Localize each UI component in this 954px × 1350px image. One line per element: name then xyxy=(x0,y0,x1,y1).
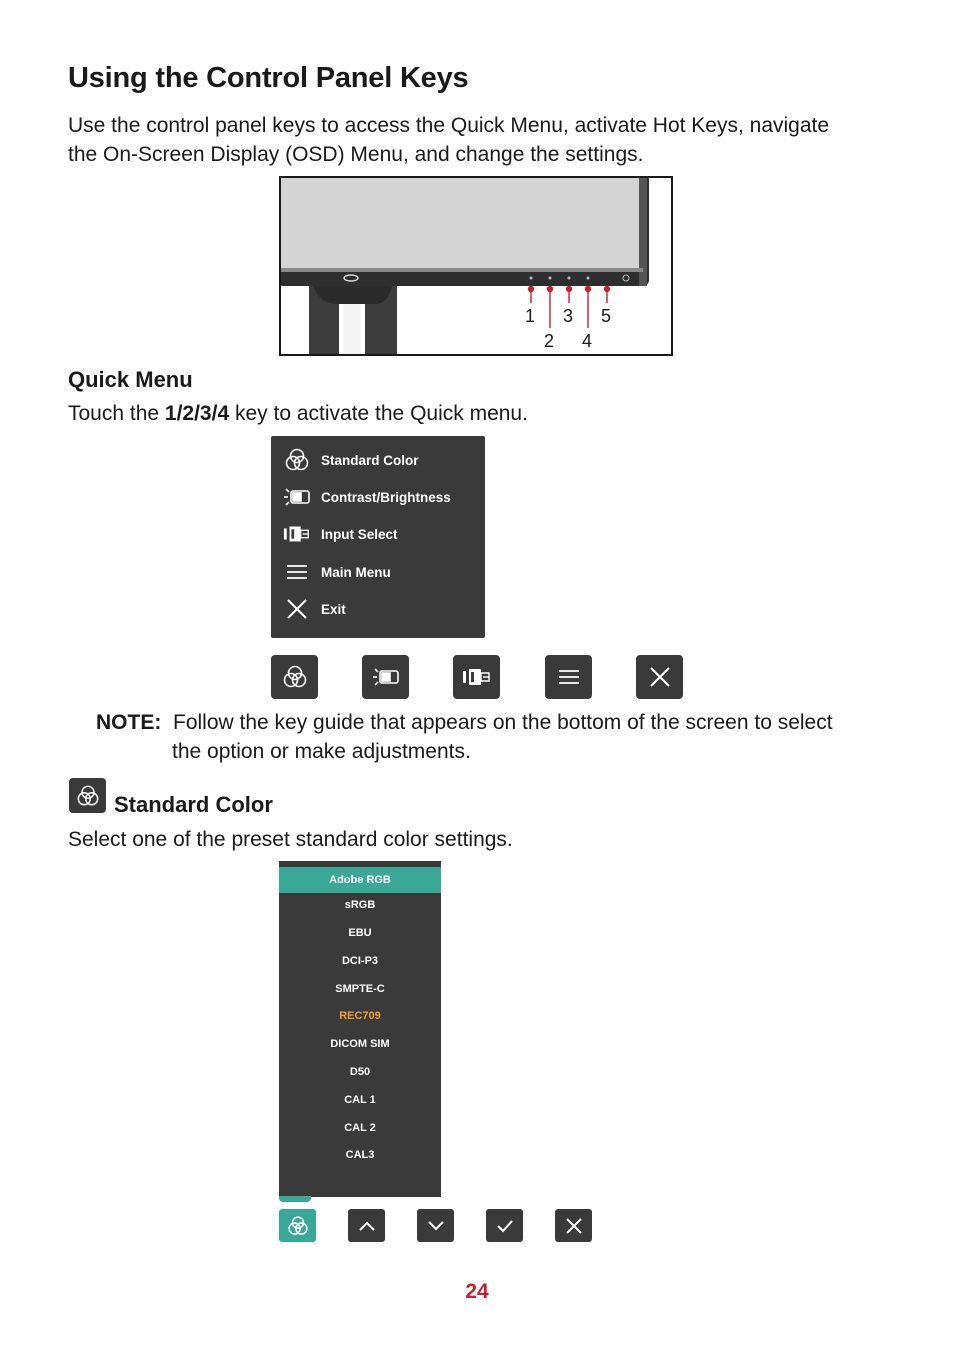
contrast-brightness-icon xyxy=(283,483,311,511)
close-icon xyxy=(283,595,311,623)
input-select-icon xyxy=(461,666,493,688)
standard-color-heading: Standard Color xyxy=(114,792,273,817)
osd-item-input-select[interactable] xyxy=(271,516,485,552)
standard-color-list xyxy=(279,861,441,1197)
key-number-5: 5 xyxy=(601,306,612,326)
monitor-illustration xyxy=(279,176,673,356)
color-option-dci-p3[interactable]: DCI-P3 xyxy=(341,955,379,967)
key-number-3: 3 xyxy=(563,306,574,326)
color-circles-icon xyxy=(282,664,308,690)
osd-item-standard-color[interactable] xyxy=(271,442,485,478)
osd-item-label: Input Select xyxy=(321,526,398,542)
checkmark-icon xyxy=(496,1219,514,1233)
chevron-down-icon xyxy=(427,1220,445,1232)
color-option-cal-1[interactable]: CAL 1 xyxy=(344,1094,376,1106)
color-circles-icon xyxy=(283,446,311,474)
osd-item-label: Exit xyxy=(321,601,346,617)
color-circles-icon xyxy=(76,784,100,808)
key-number-4: 4 xyxy=(582,331,593,351)
color-option-adobe-rgb[interactable]: Adobe RGB xyxy=(279,867,441,893)
intro-line-2: the On-Screen Display (OSD) Menu, and change the settings. xyxy=(68,143,644,166)
note-line-1: Follow the key guide that appears on the bottom of the screen to select xyxy=(173,711,833,734)
note-line-2: the option or make adjustments. xyxy=(172,740,471,763)
key-main-menu[interactable] xyxy=(545,655,592,699)
menu-lines-icon xyxy=(283,558,311,586)
nav-exit-button[interactable] xyxy=(555,1209,592,1242)
color-option-smpte-c[interactable]: SMPTE-C xyxy=(335,983,385,995)
key-standard-color[interactable] xyxy=(271,655,318,699)
color-circles-icon xyxy=(287,1215,309,1237)
color-option-rec709[interactable]: REC709 xyxy=(339,1010,381,1022)
quick-menu-heading: Quick Menu xyxy=(68,367,193,392)
osd-item-contrast-brightness[interactable] xyxy=(271,479,485,515)
color-option-d50[interactable]: D50 xyxy=(349,1066,371,1078)
color-option-cal3[interactable]: CAL3 xyxy=(345,1149,375,1161)
intro-line-1: Use the control panel keys to access the Quick Menu, activate Hot Keys, navigate xyxy=(68,114,830,137)
color-option-dicom-sim[interactable]: DICOM SIM xyxy=(330,1038,390,1050)
osd-item-label: Main Menu xyxy=(321,564,391,580)
key-contrast-brightness[interactable] xyxy=(362,655,409,699)
note-block xyxy=(96,708,896,766)
key-number-1: 1 xyxy=(525,306,536,326)
note-label: NOTE: xyxy=(96,711,162,734)
key-exit[interactable] xyxy=(636,655,683,699)
page-number: 24 xyxy=(465,1280,489,1303)
color-option-cal-2[interactable]: CAL 2 xyxy=(344,1122,376,1134)
chevron-up-icon xyxy=(358,1220,376,1232)
nav-standard-color-button[interactable] xyxy=(279,1209,316,1242)
standard-color-description: Select one of the preset standard color settings. xyxy=(68,828,513,851)
close-icon xyxy=(649,666,671,688)
color-option-ebu[interactable]: EBU xyxy=(348,927,372,939)
active-tab-indicator xyxy=(279,1196,311,1202)
nav-down-button[interactable] xyxy=(417,1209,454,1242)
input-select-icon xyxy=(283,520,311,548)
standard-color-section-icon xyxy=(69,778,106,813)
osd-item-label: Contrast/Brightness xyxy=(321,489,451,505)
key-number-2: 2 xyxy=(544,331,555,351)
key-input-select[interactable] xyxy=(453,655,500,699)
contrast-brightness-icon xyxy=(371,665,401,689)
close-icon xyxy=(565,1217,583,1235)
quick-menu-instruction: Touch the 1/2/3/4 key to activate the Quick menu. xyxy=(68,402,528,425)
page-title: Using the Control Panel Keys xyxy=(68,62,469,94)
osd-item-label: Standard Color xyxy=(321,452,419,468)
nav-confirm-button[interactable] xyxy=(486,1209,523,1242)
osd-item-exit[interactable] xyxy=(271,591,485,627)
monitor-drawing xyxy=(281,178,673,356)
menu-lines-icon xyxy=(558,668,580,686)
color-option-srgb[interactable]: sRGB xyxy=(344,899,376,911)
quick-menu-osd xyxy=(271,436,485,638)
osd-item-main-menu[interactable] xyxy=(271,554,485,590)
nav-up-button[interactable] xyxy=(348,1209,385,1242)
